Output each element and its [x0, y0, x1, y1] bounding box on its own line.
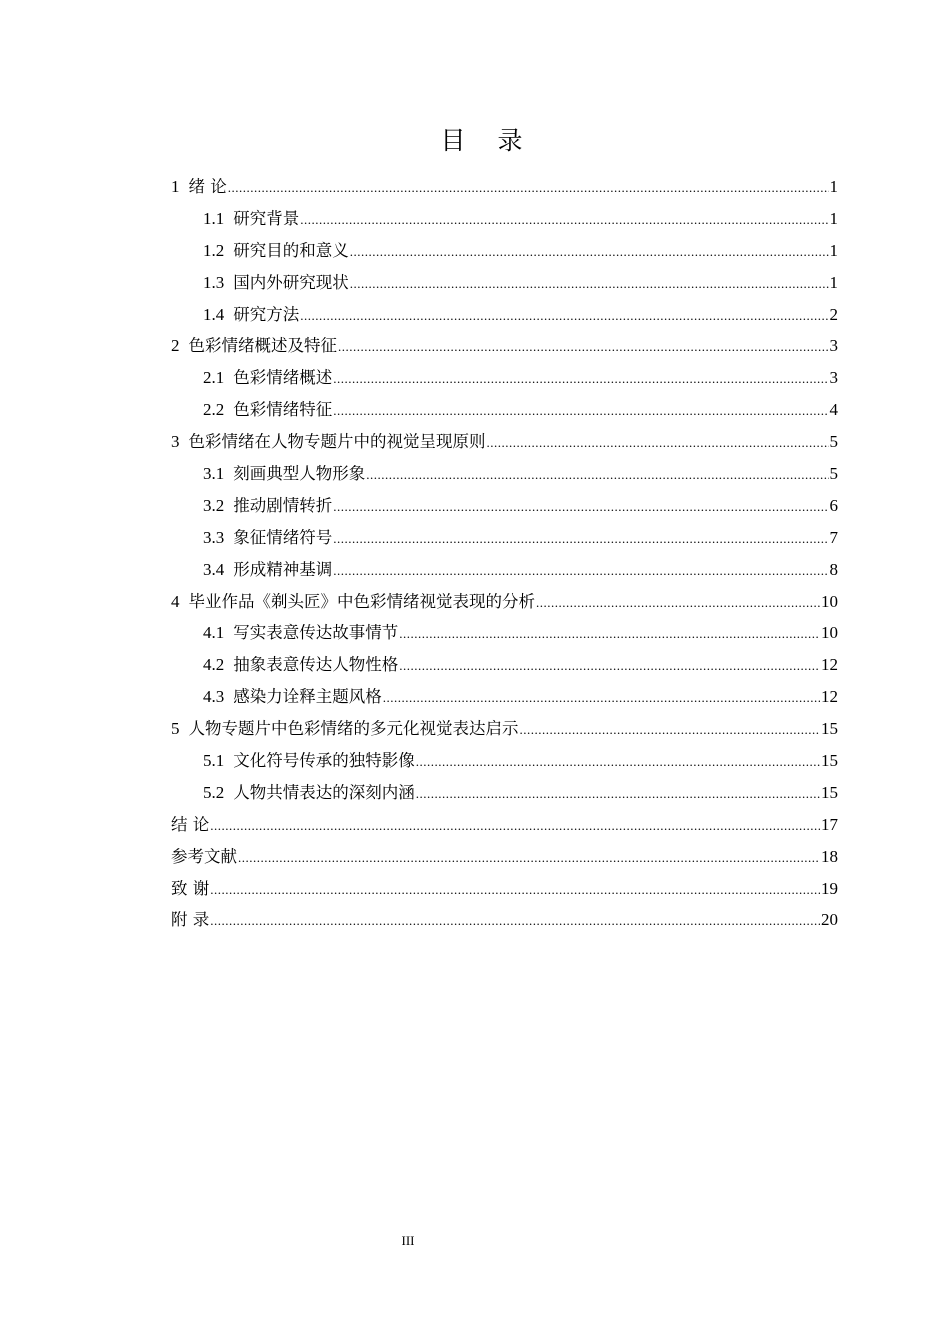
toc-entry[interactable] — [171, 490, 838, 522]
toc-entry[interactable] — [171, 809, 838, 841]
toc-entry-page: 4 — [829, 400, 838, 420]
dot-leader — [228, 172, 829, 203]
toc-entry-number: 5 — [171, 719, 180, 739]
toc-entry[interactable] — [171, 649, 838, 681]
dot-leader — [333, 555, 828, 586]
toc-entry-page: 1 — [829, 272, 838, 292]
toc-entry-page: 7 — [829, 527, 838, 547]
dot-leader — [333, 363, 828, 394]
toc-entry-number: 4.2 — [203, 655, 225, 675]
toc-entry-number: 1 — [171, 177, 180, 196]
toc-entry-number: 5.2 — [203, 782, 225, 802]
toc-entry-title: 参考文献 — [171, 846, 237, 866]
toc-entry-title: 写实表意传达故事情节 — [233, 623, 399, 643]
toc-entry-number: 2.1 — [203, 368, 225, 388]
toc-entry-title: 形成精神基调 — [233, 559, 333, 579]
toc-entry-title: 绪 论 — [188, 177, 227, 196]
dot-leader — [350, 268, 829, 299]
toc-entry-title: 色彩情绪特征 — [233, 400, 333, 420]
table-of-contents — [171, 171, 838, 936]
toc-entry-number: 1.4 — [203, 304, 225, 324]
toc-entry-page: 3 — [829, 336, 838, 356]
toc-entry-number: 3.1 — [203, 464, 225, 484]
dot-leader — [238, 842, 820, 873]
toc-entry-page: 10 — [821, 623, 838, 643]
dot-leader — [210, 874, 820, 905]
toc-entry[interactable] — [171, 681, 838, 713]
toc-entry[interactable] — [171, 458, 838, 490]
toc-entry[interactable] — [171, 171, 838, 203]
toc-entry[interactable] — [171, 777, 838, 809]
toc-entry-number: 1.1 — [203, 208, 225, 228]
toc-entry-page: 19 — [821, 878, 838, 898]
toc-entry[interactable] — [171, 299, 838, 331]
toc-entry-page: 10 — [821, 591, 838, 611]
toc-entry-number: 3.4 — [203, 559, 225, 579]
toc-entry-title: 色彩情绪概述 — [233, 368, 333, 388]
dot-leader — [300, 204, 828, 235]
toc-entry-page: 18 — [821, 846, 838, 866]
toc-entry-title: 附 录 — [171, 910, 210, 930]
page-number: III — [401, 1233, 415, 1248]
toc-entry-number: 3.2 — [203, 495, 225, 515]
toc-entry-title: 抽象表意传达人物性格 — [233, 655, 399, 675]
toc-entry[interactable] — [171, 522, 838, 554]
dot-leader — [300, 300, 828, 331]
toc-entry-title: 人物共情表达的深刻内涵 — [233, 782, 415, 802]
toc-entry-title: 研究背景 — [233, 208, 300, 228]
toc-entry-page: 17 — [821, 814, 838, 834]
dot-leader — [536, 587, 820, 618]
toc-entry-page: 3 — [829, 368, 838, 388]
toc-entry-title: 色彩情绪在人物专题片中的视觉呈现原则 — [188, 432, 486, 452]
dot-leader — [366, 459, 828, 490]
toc-entry-number: 1.3 — [203, 272, 225, 292]
dot-leader — [333, 523, 828, 554]
toc-entry[interactable] — [171, 330, 838, 362]
toc-entry-title: 国内外研究现状 — [233, 272, 349, 292]
dot-leader — [333, 491, 828, 522]
toc-entry-page: 5 — [829, 432, 838, 452]
toc-entry-page: 2 — [829, 304, 838, 324]
toc-entry[interactable] — [171, 203, 838, 235]
toc-entry[interactable] — [171, 362, 838, 394]
toc-entry-page: 15 — [821, 719, 838, 739]
toc-entry[interactable] — [171, 904, 838, 936]
dot-leader — [338, 331, 829, 362]
toc-entry-page: 15 — [821, 751, 838, 771]
toc-entry-title: 象征情绪符号 — [233, 527, 333, 547]
toc-entry[interactable] — [171, 394, 838, 426]
toc-entry-title: 结 论 — [171, 814, 210, 834]
toc-entry-number: 2 — [171, 336, 180, 356]
toc-entry-page: 12 — [821, 687, 838, 707]
toc-entry-title: 色彩情绪概述及特征 — [188, 336, 337, 356]
toc-entry[interactable] — [171, 745, 838, 777]
toc-entry-page: 15 — [821, 782, 838, 802]
toc-entry-title: 刻画典型人物形象 — [233, 464, 366, 484]
toc-entry-number: 5.1 — [203, 751, 225, 771]
toc-entry[interactable] — [171, 617, 838, 649]
dot-leader — [520, 714, 821, 745]
dot-leader — [416, 778, 820, 809]
dot-leader — [399, 650, 820, 681]
toc-entry-title: 文化符号传承的独特影像 — [233, 751, 415, 771]
dot-leader — [210, 810, 820, 841]
dot-leader — [383, 682, 820, 713]
toc-entry[interactable] — [171, 235, 838, 267]
toc-entry-title: 研究目的和意义 — [233, 240, 349, 260]
toc-entry-page: 1 — [829, 208, 838, 228]
dot-leader — [333, 395, 828, 426]
toc-entry[interactable] — [171, 267, 838, 299]
dot-leader — [210, 905, 820, 936]
toc-entry-number: 4 — [171, 591, 180, 611]
toc-entry-title: 毕业作品《剃头匠》中色彩情绪视觉表现的分析 — [188, 591, 535, 611]
toc-entry-page: 5 — [829, 464, 838, 484]
toc-entry-number: 1.2 — [203, 240, 225, 260]
toc-entry[interactable] — [171, 713, 838, 745]
toc-entry-number: 3 — [171, 432, 180, 452]
toc-entry[interactable] — [171, 426, 838, 458]
toc-entry[interactable] — [171, 841, 838, 873]
toc-entry-page: 8 — [829, 559, 838, 579]
dot-leader — [399, 618, 820, 649]
toc-entry[interactable] — [171, 873, 838, 905]
toc-entry-title: 感染力诠释主题风格 — [233, 687, 382, 707]
toc-entry-page: 1 — [829, 240, 838, 260]
toc-entry-page: 12 — [821, 655, 838, 675]
toc-title: 目 录 — [440, 126, 535, 155]
dot-leader — [350, 236, 829, 267]
toc-entry-page: 1 — [829, 177, 838, 196]
toc-entry-title: 推动剧情转折 — [233, 495, 333, 515]
toc-entry-title: 研究方法 — [233, 304, 300, 324]
toc-entry[interactable] — [171, 586, 838, 618]
toc-entry-number: 4.1 — [203, 623, 225, 643]
toc-entry[interactable] — [171, 554, 838, 586]
toc-entry-title: 人物专题片中色彩情绪的多元化视觉表达启示 — [188, 719, 519, 739]
toc-entry-number: 2.2 — [203, 400, 225, 420]
toc-entry-page: 6 — [829, 495, 838, 515]
dot-leader — [416, 746, 820, 777]
toc-entry-page: 20 — [821, 910, 838, 930]
toc-entry-number: 4.3 — [203, 687, 225, 707]
toc-entry-title: 致 谢 — [171, 878, 210, 898]
dot-leader — [487, 427, 829, 458]
toc-entry-number: 3.3 — [203, 527, 225, 547]
